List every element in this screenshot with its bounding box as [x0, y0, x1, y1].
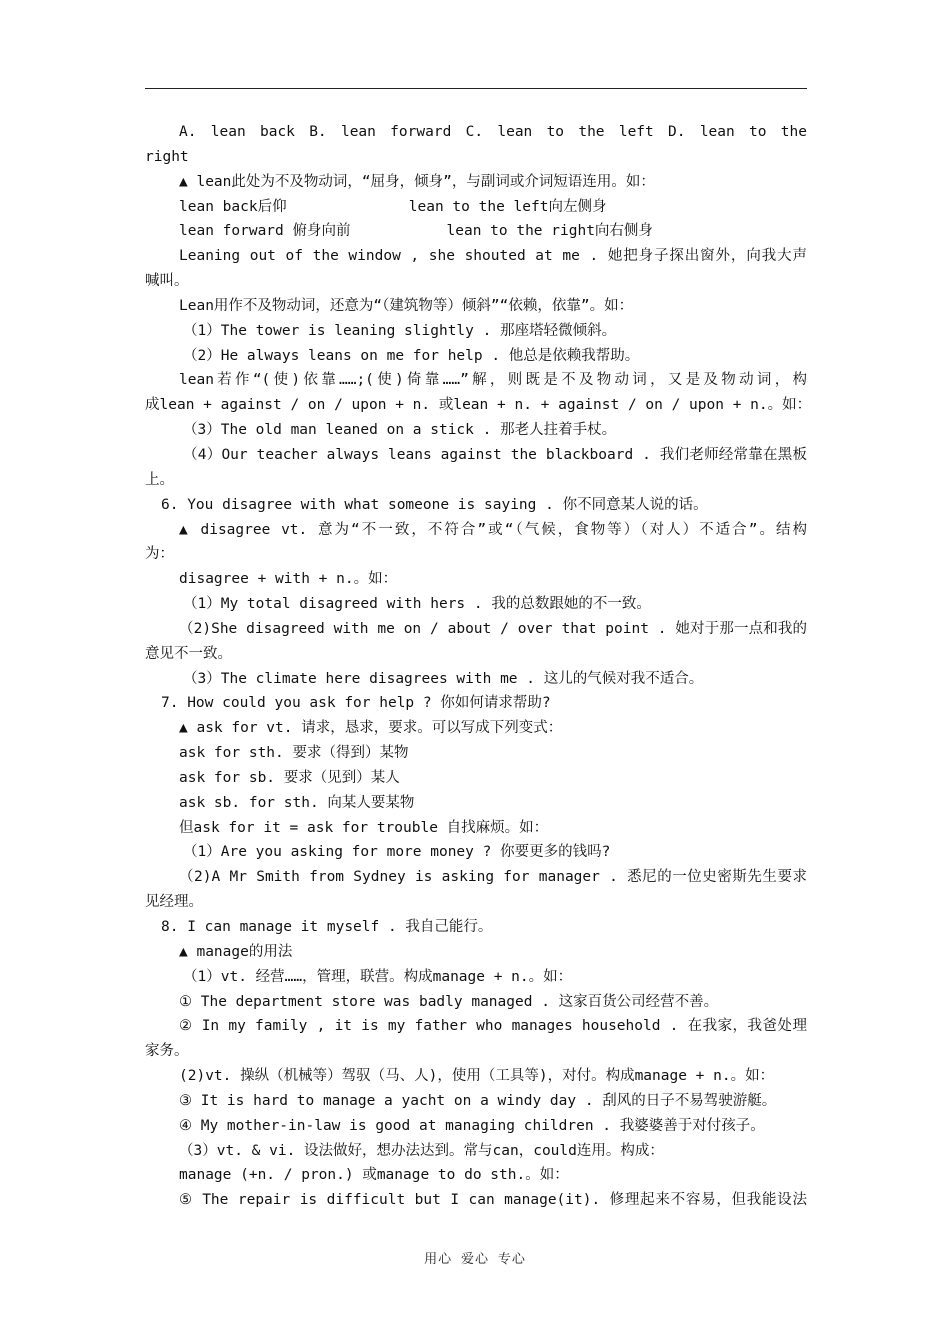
text-line: （3）vt. & vi. 设法做好，想办法达到。常与can，could连用。构成：	[179, 1142, 664, 1159]
text-line: (2)vt. 操纵（机械等）驾驭（马、人)，使用（工具等)，对付。构成manage + n.。如：	[179, 1068, 775, 1085]
text-line: （4）Our teacher always leans against the blackboard . 我们老师经常靠在黑板	[183, 446, 807, 463]
text-line: 8. I can manage it myself . 我自己能行。	[161, 919, 493, 935]
text-line: ask for sb. 要求（见到）某人	[179, 769, 400, 786]
text-line: （1）My total disagreed with hers . 我的总数跟她的不一致。	[183, 596, 651, 613]
text-line: 上。	[145, 471, 174, 488]
text-line: ask for sth. 要求（得到）某物	[179, 745, 409, 762]
text-line: ▲ disagree vt. 意为“不一致，不符合”或“（气候，食物等）（对人）不适合”。结构	[179, 521, 807, 538]
header-rule	[145, 88, 807, 89]
text-line: ⑤ The repair is difficult but I can manage(it). 修理起来不容易，但我能设法	[179, 1192, 807, 1209]
text-line: 为：	[145, 546, 174, 563]
text-line: lean若作“(使)依靠……;(使)倚靠……”解，则既是不及物动词，又是及物动词，构	[179, 372, 807, 389]
text-line: （1）The tower is leaning slightly . 那座塔轻微倾斜。	[183, 322, 617, 339]
text-line: ▲ ask for vt. 请求，恳求，要求。可以写成下列变式：	[179, 720, 563, 737]
text-line: lean forward 俯身向前 lean to the right向右侧身	[179, 223, 653, 240]
text-line: lean back后仰 lean to the left向左侧身	[179, 198, 607, 215]
text-line: 6. You disagree with what someone is saying . 你不同意某人说的话。	[161, 496, 708, 513]
text-line: （2）He always leans on me for help . 他总是依赖我帮助。	[183, 347, 640, 364]
text-line: A. lean back B. lean forward C. lean to the left D. lean to the	[179, 124, 807, 140]
text-line: manage (+n. / pron.) 或manage to do sth.。如：	[179, 1167, 569, 1184]
text-line: （1）vt. 经营……，管理，联营。构成manage + n.。如：	[183, 968, 573, 985]
text-line: disagree + with + n.。如：	[179, 571, 398, 588]
text-line: ③ It is hard to manage a yacht on a windy day . 刮风的日子不易驾驶游艇。	[179, 1092, 777, 1109]
text-line: 喊叫。	[145, 273, 189, 290]
text-line: 7. How could you ask for help ? 你如何请求帮助?	[161, 695, 551, 712]
text-line: right	[145, 148, 189, 165]
text-line: （1）Are you asking for more money ? 你要更多的钱吗?	[183, 844, 611, 861]
text-line: ask sb. for sth. 向某人要某物	[179, 794, 415, 811]
text-line: Leaning out of the window , she shouted at me . 她把身子探出窗外，向我大声	[179, 248, 807, 265]
text-line: ① The department store was badly managed . 这家百货公司经营不善。	[179, 993, 719, 1010]
text-line: （3）The climate here disagrees with me . 这儿的气候对我不适合。	[183, 670, 704, 687]
text-line: （2)A Mr Smith from Sydney is asking for manager . 悉尼的一位史密斯先生要求	[179, 869, 807, 886]
text-line: ▲ manage的用法	[179, 943, 293, 960]
text-line: （2)She disagreed with me on / about / over that point . 她对于那一点和我的	[179, 620, 807, 637]
text-line: （3）The old man leaned on a stick . 那老人拄着手杖。	[183, 422, 617, 439]
text-line: ② In my family , it is my father who manages household . 在我家，我爸处理	[179, 1018, 807, 1035]
text-line: ▲ lean此处为不及物动词，“屈身，倾身”，与副词或介词短语连用。如：	[179, 173, 655, 190]
document-body	[145, 120, 812, 1213]
text-line: 见经理。	[145, 894, 203, 911]
text-line: 意见不一致。	[145, 645, 232, 662]
text-line: 成lean + against / on / upon + n. 或lean + n. + against / on / upon + n.。如：	[145, 397, 812, 414]
text-line: 家务。	[145, 1043, 189, 1060]
text-line: 但ask for it = ask for trouble 自找麻烦。如：	[179, 819, 549, 836]
page-footer: 用心 爱心 专心	[424, 1252, 526, 1267]
text-line: Lean用作不及物动词，还意为“（建筑物等）倾斜”“依赖，依靠”。如：	[179, 297, 634, 314]
text-line: ④ My mother-in-law is good at managing children . 我婆婆善于对付孩子。	[179, 1117, 765, 1134]
